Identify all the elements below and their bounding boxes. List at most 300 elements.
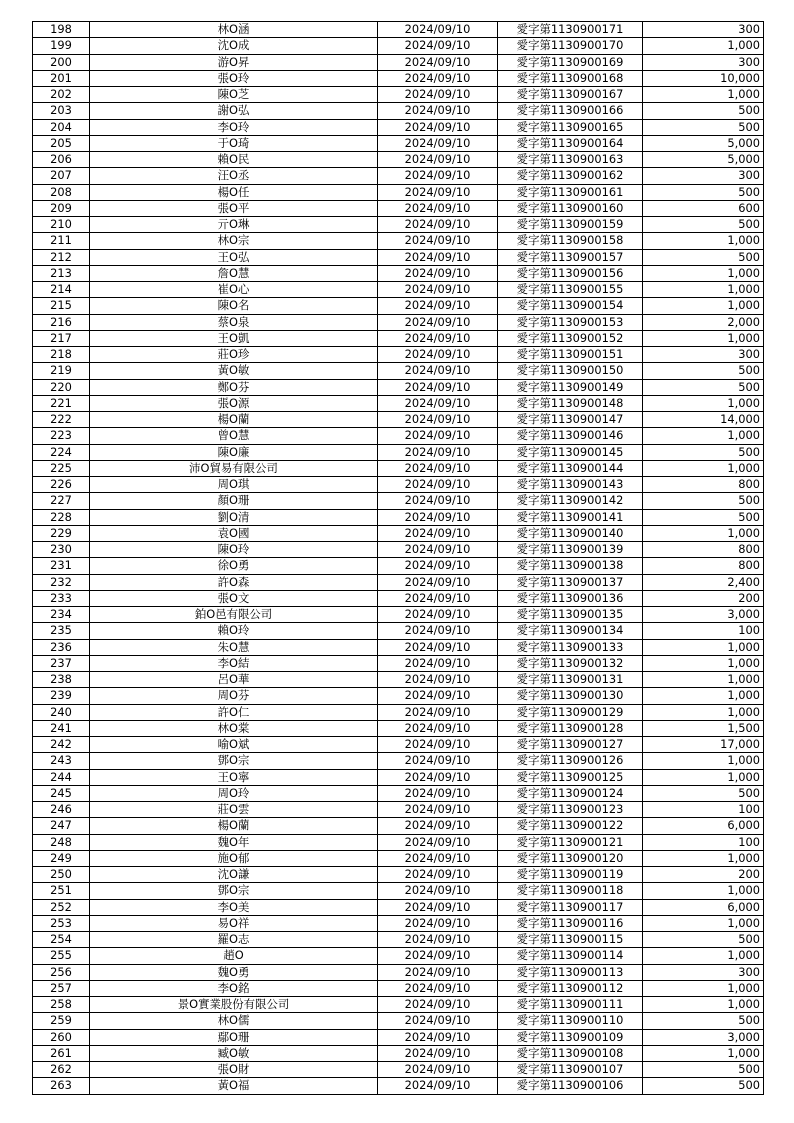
donor-name: 于O琦: [90, 135, 378, 151]
donation-amount: 500: [643, 1078, 764, 1094]
row-number: 214: [33, 282, 90, 298]
table-row: [33, 509, 764, 525]
receipt-number: 愛字第1130900161: [498, 184, 643, 200]
row-number: 230: [33, 542, 90, 558]
donor-name: 喻O斌: [90, 737, 378, 753]
donor-name: 周O琪: [90, 477, 378, 493]
donor-name: 沈O謙: [90, 867, 378, 883]
donation-date: 2024/09/10: [378, 363, 498, 379]
donation-amount: 1,000: [643, 1045, 764, 1061]
donation-amount: 1,000: [643, 38, 764, 54]
table-row: [33, 704, 764, 720]
row-number: 244: [33, 769, 90, 785]
row-number: 250: [33, 867, 90, 883]
donor-name: 林O儒: [90, 1013, 378, 1029]
donor-name: 王O弘: [90, 249, 378, 265]
table-row: [33, 623, 764, 639]
donation-amount: 1,000: [643, 850, 764, 866]
row-number: 248: [33, 834, 90, 850]
row-number: 233: [33, 590, 90, 606]
receipt-number: 愛字第1130900140: [498, 525, 643, 541]
donation-date: 2024/09/10: [378, 233, 498, 249]
donation-amount: 1,000: [643, 87, 764, 103]
donation-amount: 500: [643, 509, 764, 525]
donation-date: 2024/09/10: [378, 493, 498, 509]
table-row: [33, 590, 764, 606]
receipt-number: 愛字第1130900106: [498, 1078, 643, 1094]
table-row: [33, 655, 764, 671]
table-row: [33, 249, 764, 265]
row-number: 262: [33, 1062, 90, 1078]
donation-amount: 1,000: [643, 298, 764, 314]
donation-date: 2024/09/10: [378, 672, 498, 688]
donation-amount: 1,000: [643, 672, 764, 688]
donation-date: 2024/09/10: [378, 509, 498, 525]
receipt-number: 愛字第1130900112: [498, 980, 643, 996]
table-row: [33, 1062, 764, 1078]
row-number: 227: [33, 493, 90, 509]
row-number: 223: [33, 428, 90, 444]
donation-date: 2024/09/10: [378, 688, 498, 704]
donation-amount: 500: [643, 249, 764, 265]
donor-name: 臧O敏: [90, 1045, 378, 1061]
receipt-number: 愛字第1130900148: [498, 395, 643, 411]
donor-name: 林O宗: [90, 233, 378, 249]
donation-amount: 500: [643, 119, 764, 135]
donation-date: 2024/09/10: [378, 330, 498, 346]
donation-amount: 1,000: [643, 428, 764, 444]
table-row: [33, 720, 764, 736]
donor-name: 許O仁: [90, 704, 378, 720]
receipt-number: 愛字第1130900152: [498, 330, 643, 346]
table-row: [33, 785, 764, 801]
row-number: 229: [33, 525, 90, 541]
donation-date: 2024/09/10: [378, 135, 498, 151]
table-row: [33, 867, 764, 883]
donor-name: 張O財: [90, 1062, 378, 1078]
table-row: [33, 412, 764, 428]
donor-name: 劉O清: [90, 509, 378, 525]
table-row: [33, 314, 764, 330]
row-number: 207: [33, 168, 90, 184]
donation-amount: 1,000: [643, 753, 764, 769]
row-number: 211: [33, 233, 90, 249]
donation-amount: 1,000: [643, 980, 764, 996]
row-number: 216: [33, 314, 90, 330]
donation-amount: 1,000: [643, 282, 764, 298]
donation-date: 2024/09/10: [378, 249, 498, 265]
table-row: [33, 282, 764, 298]
donor-name: 張O源: [90, 395, 378, 411]
receipt-number: 愛字第1130900127: [498, 737, 643, 753]
donor-name: 張O平: [90, 200, 378, 216]
donation-amount: 2,400: [643, 574, 764, 590]
donor-name: 許O森: [90, 574, 378, 590]
donor-name: 沈O成: [90, 38, 378, 54]
donation-date: 2024/09/10: [378, 152, 498, 168]
row-number: 257: [33, 980, 90, 996]
donor-name: 徐O勇: [90, 558, 378, 574]
donation-date: 2024/09/10: [378, 460, 498, 476]
donation-date: 2024/09/10: [378, 932, 498, 948]
table-row: [33, 850, 764, 866]
donor-name: 周O玲: [90, 785, 378, 801]
receipt-number: 愛字第1130900108: [498, 1045, 643, 1061]
donation-date: 2024/09/10: [378, 590, 498, 606]
table-row: [33, 22, 764, 38]
donation-date: 2024/09/10: [378, 867, 498, 883]
row-number: 259: [33, 1013, 90, 1029]
donation-date: 2024/09/10: [378, 655, 498, 671]
donation-amount: 1,000: [643, 330, 764, 346]
donation-date: 2024/09/10: [378, 103, 498, 119]
table-row: [33, 54, 764, 70]
row-number: 239: [33, 688, 90, 704]
table-row: [33, 525, 764, 541]
donation-amount: 14,000: [643, 412, 764, 428]
donor-name: 蔡O泉: [90, 314, 378, 330]
donation-date: 2024/09/10: [378, 428, 498, 444]
donor-name: 張O玲: [90, 70, 378, 86]
donor-name: 朱O慧: [90, 639, 378, 655]
table-row: [33, 1029, 764, 1045]
donation-date: 2024/09/10: [378, 980, 498, 996]
donation-amount: 5,000: [643, 152, 764, 168]
donation-amount: 1,000: [643, 688, 764, 704]
donation-amount: 500: [643, 363, 764, 379]
donation-amount: 500: [643, 932, 764, 948]
table-row: [33, 233, 764, 249]
donation-amount: 5,000: [643, 135, 764, 151]
table-row: [33, 688, 764, 704]
table-row: [33, 135, 764, 151]
donor-name: 汪O丞: [90, 168, 378, 184]
donation-amount: 500: [643, 103, 764, 119]
donation-date: 2024/09/10: [378, 395, 498, 411]
donation-amount: 800: [643, 558, 764, 574]
donor-name: 鄧O宗: [90, 753, 378, 769]
receipt-number: 愛字第1130900169: [498, 54, 643, 70]
donation-amount: 500: [643, 1013, 764, 1029]
receipt-number: 愛字第1130900119: [498, 867, 643, 883]
receipt-number: 愛字第1130900111: [498, 997, 643, 1013]
donation-date: 2024/09/10: [378, 298, 498, 314]
row-number: 231: [33, 558, 90, 574]
donation-amount: 1,000: [643, 233, 764, 249]
donor-name: 賴O玲: [90, 623, 378, 639]
donation-amount: 17,000: [643, 737, 764, 753]
receipt-number: 愛字第1130900166: [498, 103, 643, 119]
row-number: 234: [33, 607, 90, 623]
donor-name: 魏O勇: [90, 964, 378, 980]
donation-amount: 6,000: [643, 899, 764, 915]
donor-name: 李O結: [90, 655, 378, 671]
row-number: 217: [33, 330, 90, 346]
donation-date: 2024/09/10: [378, 720, 498, 736]
receipt-number: 愛字第1130900126: [498, 753, 643, 769]
receipt-number: 愛字第1130900149: [498, 379, 643, 395]
receipt-number: 愛字第1130900141: [498, 509, 643, 525]
donor-name: 陳O芝: [90, 87, 378, 103]
receipt-number: 愛字第1130900137: [498, 574, 643, 590]
receipt-number: 愛字第1130900125: [498, 769, 643, 785]
table-row: [33, 915, 764, 931]
table-row: [33, 363, 764, 379]
donor-name: 莊O珍: [90, 347, 378, 363]
table-row: [33, 168, 764, 184]
donation-date: 2024/09/10: [378, 834, 498, 850]
donor-name: 趙O: [90, 948, 378, 964]
receipt-number: 愛字第1130900165: [498, 119, 643, 135]
receipt-number: 愛字第1130900171: [498, 22, 643, 38]
donor-name: 陳O玲: [90, 542, 378, 558]
row-number: 249: [33, 850, 90, 866]
donation-date: 2024/09/10: [378, 282, 498, 298]
row-number: 208: [33, 184, 90, 200]
donor-name: 陳O名: [90, 298, 378, 314]
receipt-number: 愛字第1130900158: [498, 233, 643, 249]
donation-amount: 1,000: [643, 997, 764, 1013]
donation-amount: 1,000: [643, 769, 764, 785]
row-number: 263: [33, 1078, 90, 1094]
donation-amount: 300: [643, 347, 764, 363]
donor-name: 魏O年: [90, 834, 378, 850]
row-number: 199: [33, 38, 90, 54]
table-row: [33, 200, 764, 216]
donation-amount: 200: [643, 590, 764, 606]
donor-name: 易O祥: [90, 915, 378, 931]
receipt-number: 愛字第1130900156: [498, 265, 643, 281]
donation-amount: 2,000: [643, 314, 764, 330]
donation-date: 2024/09/10: [378, 850, 498, 866]
donor-name: 王O寧: [90, 769, 378, 785]
donation-date: 2024/09/10: [378, 119, 498, 135]
row-number: 232: [33, 574, 90, 590]
donation-date: 2024/09/10: [378, 607, 498, 623]
table-row: [33, 899, 764, 915]
row-number: 202: [33, 87, 90, 103]
donation-date: 2024/09/10: [378, 753, 498, 769]
donor-name: 陳O廉: [90, 444, 378, 460]
receipt-number: 愛字第1130900114: [498, 948, 643, 964]
donation-date: 2024/09/10: [378, 1013, 498, 1029]
receipt-number: 愛字第1130900164: [498, 135, 643, 151]
receipt-number: 愛字第1130900155: [498, 282, 643, 298]
donation-date: 2024/09/10: [378, 818, 498, 834]
donation-date: 2024/09/10: [378, 997, 498, 1013]
receipt-number: 愛字第1130900124: [498, 785, 643, 801]
row-number: 198: [33, 22, 90, 38]
table-row: [33, 639, 764, 655]
receipt-number: 愛字第1130900115: [498, 932, 643, 948]
table-row: [33, 834, 764, 850]
table-row: [33, 964, 764, 980]
donor-name: 沛O貿易有限公司: [90, 460, 378, 476]
receipt-number: 愛字第1130900110: [498, 1013, 643, 1029]
donation-amount: 100: [643, 834, 764, 850]
receipt-number: 愛字第1130900147: [498, 412, 643, 428]
donor-name: 楊O蘭: [90, 412, 378, 428]
table-row: [33, 379, 764, 395]
donation-date: 2024/09/10: [378, 265, 498, 281]
donation-amount: 300: [643, 964, 764, 980]
donor-name: 景O實業股份有限公司: [90, 997, 378, 1013]
receipt-number: 愛字第1130900133: [498, 639, 643, 655]
receipt-number: 愛字第1130900131: [498, 672, 643, 688]
donor-name: 林O棠: [90, 720, 378, 736]
donor-name: 莊O雲: [90, 802, 378, 818]
row-number: 226: [33, 477, 90, 493]
donation-date: 2024/09/10: [378, 1078, 498, 1094]
donation-date: 2024/09/10: [378, 1045, 498, 1061]
donation-amount: 100: [643, 623, 764, 639]
row-number: 240: [33, 704, 90, 720]
receipt-number: 愛字第1130900122: [498, 818, 643, 834]
receipt-number: 愛字第1130900134: [498, 623, 643, 639]
table-row: [33, 395, 764, 411]
receipt-number: 愛字第1130900113: [498, 964, 643, 980]
receipt-number: 愛字第1130900121: [498, 834, 643, 850]
donation-date: 2024/09/10: [378, 1062, 498, 1078]
donation-date: 2024/09/10: [378, 948, 498, 964]
donation-amount: 10,000: [643, 70, 764, 86]
donor-name: 曾O慧: [90, 428, 378, 444]
donor-name: 游O昇: [90, 54, 378, 70]
donation-amount: 1,000: [643, 265, 764, 281]
donation-date: 2024/09/10: [378, 737, 498, 753]
donation-amount: 1,000: [643, 915, 764, 931]
donation-amount: 6,000: [643, 818, 764, 834]
table-row: [33, 347, 764, 363]
row-number: 260: [33, 1029, 90, 1045]
donation-date: 2024/09/10: [378, 70, 498, 86]
table-row: [33, 477, 764, 493]
donor-name: 鄧O宗: [90, 883, 378, 899]
row-number: 252: [33, 899, 90, 915]
donation-amount: 300: [643, 168, 764, 184]
donation-date: 2024/09/10: [378, 217, 498, 233]
donor-name: 李O銘: [90, 980, 378, 996]
row-number: 251: [33, 883, 90, 899]
donation-table-body: [33, 22, 764, 1095]
row-number: 219: [33, 363, 90, 379]
row-number: 224: [33, 444, 90, 460]
row-number: 205: [33, 135, 90, 151]
table-row: [33, 298, 764, 314]
table-row: [33, 103, 764, 119]
receipt-number: 愛字第1130900162: [498, 168, 643, 184]
receipt-number: 愛字第1130900139: [498, 542, 643, 558]
receipt-number: 愛字第1130900143: [498, 477, 643, 493]
table-row: [33, 493, 764, 509]
row-number: 237: [33, 655, 90, 671]
table-row: [33, 932, 764, 948]
donation-amount: 800: [643, 542, 764, 558]
row-number: 238: [33, 672, 90, 688]
donor-name: 施O郁: [90, 850, 378, 866]
row-number: 242: [33, 737, 90, 753]
table-row: [33, 948, 764, 964]
donation-date: 2024/09/10: [378, 964, 498, 980]
table-row: [33, 217, 764, 233]
table-row: [33, 1078, 764, 1094]
row-number: 228: [33, 509, 90, 525]
table-row: [33, 184, 764, 200]
donation-amount: 1,000: [643, 704, 764, 720]
donor-name: 李O玲: [90, 119, 378, 135]
table-row: [33, 1045, 764, 1061]
table-row: [33, 38, 764, 54]
donation-amount: 500: [643, 379, 764, 395]
row-number: 246: [33, 802, 90, 818]
donation-date: 2024/09/10: [378, 444, 498, 460]
donor-name: 呂O華: [90, 672, 378, 688]
donor-name: 李O美: [90, 899, 378, 915]
table-row: [33, 883, 764, 899]
row-number: 247: [33, 818, 90, 834]
row-number: 235: [33, 623, 90, 639]
donor-name: 鄢O珊: [90, 1029, 378, 1045]
row-number: 220: [33, 379, 90, 395]
donation-amount: 500: [643, 1062, 764, 1078]
donation-date: 2024/09/10: [378, 639, 498, 655]
receipt-number: 愛字第1130900144: [498, 460, 643, 476]
donation-amount: 1,000: [643, 639, 764, 655]
donor-name: 鉑O邑有限公司: [90, 607, 378, 623]
receipt-number: 愛字第1130900135: [498, 607, 643, 623]
donor-name: 鄭O芬: [90, 379, 378, 395]
table-row: [33, 769, 764, 785]
donation-date: 2024/09/10: [378, 412, 498, 428]
receipt-number: 愛字第1130900123: [498, 802, 643, 818]
receipt-number: 愛字第1130900109: [498, 1029, 643, 1045]
donation-amount: 500: [643, 493, 764, 509]
donation-amount: 300: [643, 54, 764, 70]
receipt-number: 愛字第1130900153: [498, 314, 643, 330]
donation-date: 2024/09/10: [378, 704, 498, 720]
donation-date: 2024/09/10: [378, 347, 498, 363]
table-row: [33, 980, 764, 996]
donor-name: 崔O心: [90, 282, 378, 298]
donation-date: 2024/09/10: [378, 200, 498, 216]
donation-date: 2024/09/10: [378, 883, 498, 899]
receipt-number: 愛字第1130900157: [498, 249, 643, 265]
receipt-number: 愛字第1130900167: [498, 87, 643, 103]
row-number: 212: [33, 249, 90, 265]
donation-amount: 3,000: [643, 1029, 764, 1045]
row-number: 213: [33, 265, 90, 281]
receipt-number: 愛字第1130900154: [498, 298, 643, 314]
receipt-number: 愛字第1130900132: [498, 655, 643, 671]
donation-date: 2024/09/10: [378, 769, 498, 785]
row-number: 200: [33, 54, 90, 70]
table-row: [33, 152, 764, 168]
donor-name: 楊O任: [90, 184, 378, 200]
donation-amount: 3,000: [643, 607, 764, 623]
donation-date: 2024/09/10: [378, 525, 498, 541]
receipt-number: 愛字第1130900150: [498, 363, 643, 379]
row-number: 206: [33, 152, 90, 168]
donation-amount: 1,500: [643, 720, 764, 736]
donation-amount: 600: [643, 200, 764, 216]
row-number: 241: [33, 720, 90, 736]
donation-date: 2024/09/10: [378, 54, 498, 70]
table-row: [33, 558, 764, 574]
row-number: 209: [33, 200, 90, 216]
row-number: 222: [33, 412, 90, 428]
receipt-number: 愛字第1130900130: [498, 688, 643, 704]
receipt-number: 愛字第1130900129: [498, 704, 643, 720]
